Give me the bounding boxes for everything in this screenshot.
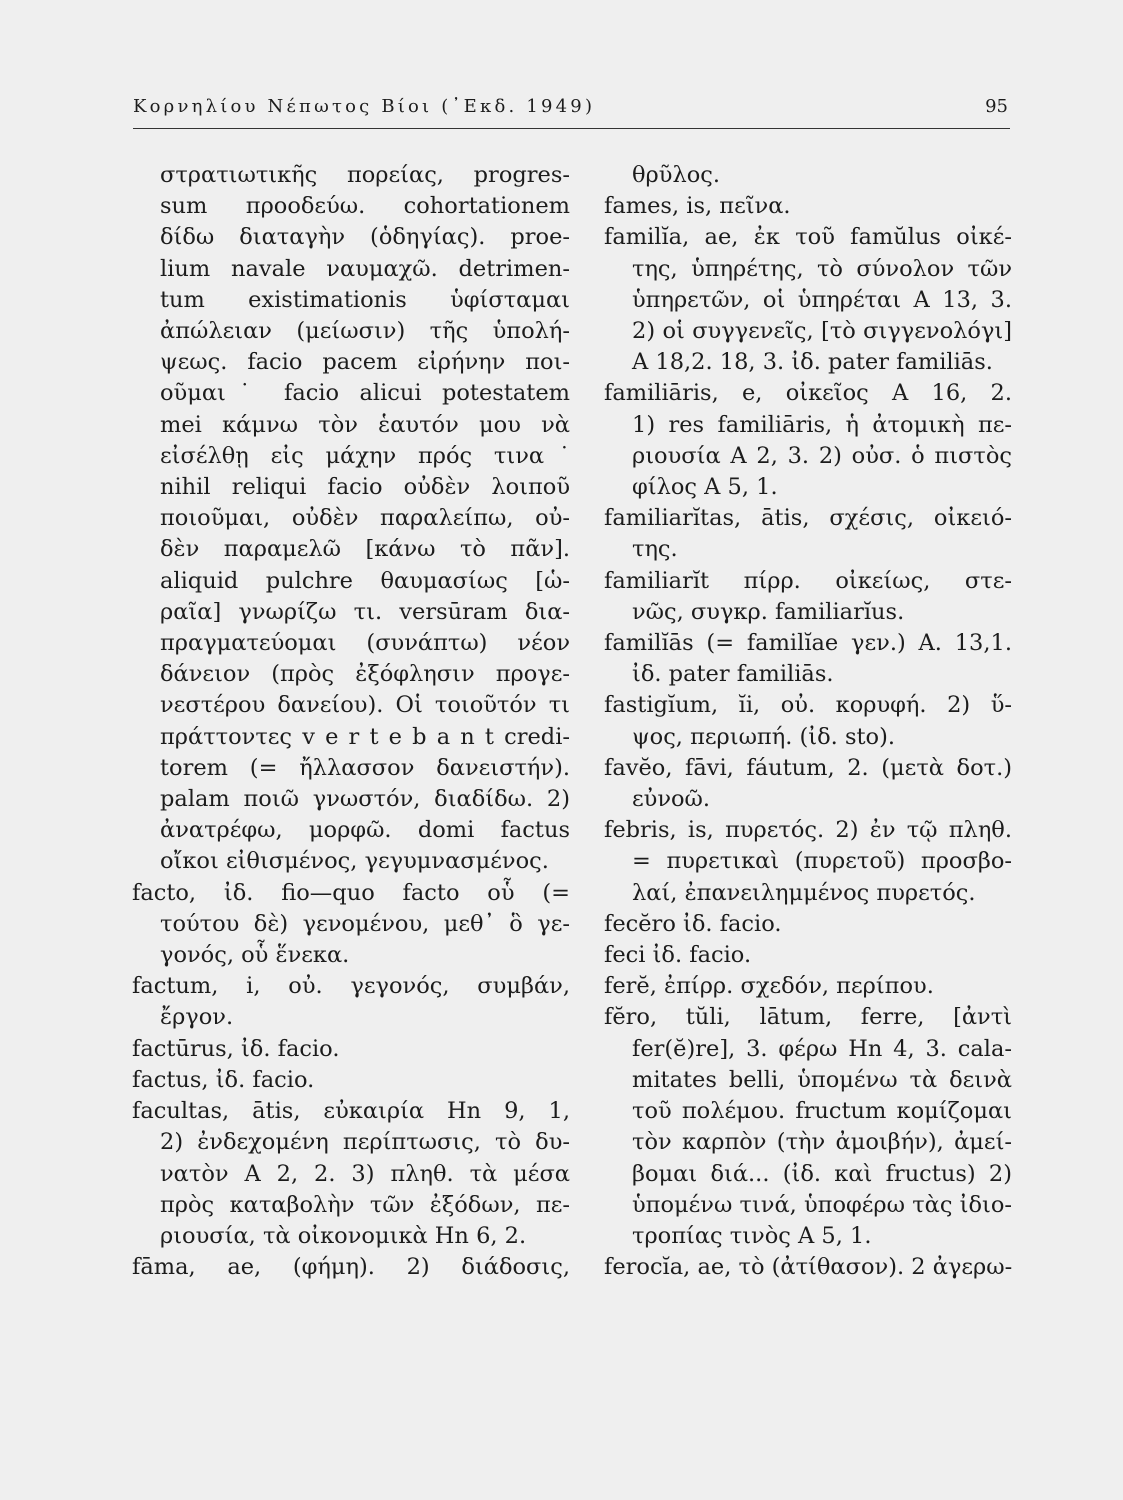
entry-continuation-line: ἀνατρέφω, μορφῶ. domi factus — [160, 817, 570, 844]
entry-continuation-line: fer(ĕ)re], 3. φέρω Hn 4, 3. cala- — [632, 1035, 1012, 1062]
entry-continuation-line: εὐνοῶ. — [632, 786, 711, 813]
entry-continuation-line: πρὸς καταβολὴν τῶν ἐξόδων, πε- — [160, 1191, 570, 1218]
entry-continuation-line: λαί, ἐπανειλημμένος πυρετός. — [632, 879, 976, 906]
entry-continuation-line: 1) res familiāris, ἡ ἀτομικὴ πε- — [632, 411, 1012, 438]
entry-continuation-line: δάνειον (πρὸς ἐξόφλησιν προγε- — [160, 661, 570, 688]
entry-continuation-line: nihil reliqui facio οὐδὲν λοιποῦ — [160, 474, 570, 501]
entry-headword-line: fāma, ae, (φήμη). 2) διάδοσις, — [132, 1254, 570, 1281]
entry-continuation-line: 2) οἱ συγγενεῖς, [τὸ σιγγενολόγι] — [632, 318, 1012, 345]
entry-continuation-line: ἔργον. — [160, 1004, 234, 1031]
entry-continuation-line: γονός, οὗ ἕνεκα. — [160, 942, 350, 969]
entry-continuation-line: tum existimationis ὑφίσταμαι — [160, 286, 570, 313]
entry-continuation-line: οἴκοι εἰθισμένος, γεγυμνασμένος. — [160, 848, 549, 875]
entry-headword-line: fames, is, πεῖνα. — [604, 193, 791, 220]
entry-headword-line: febris, is, πυρετός. 2) ἐν τῷ πληθ. — [604, 817, 1012, 844]
entry-continuation-line: ψος, περιωπή. (ἰδ. sto). — [632, 723, 896, 750]
entry-headword-line: favĕo, fāvi, fáutum, 2. (μετὰ δοτ.) — [604, 754, 1012, 781]
entry-headword-line: factūrus, ἰδ. facio. — [132, 1035, 340, 1062]
entry-continuation-line: sum προοδεύω. cohortationem — [160, 193, 570, 220]
entry-continuation-line: πράττοντες v e r t e b a n t credi- — [160, 723, 570, 750]
entry-headword-line: ferocĭa, ae, τὸ (ἀτίθασον). 2 ἀγερω- — [604, 1254, 1013, 1281]
entry-continuation-line: θρῦλος. — [632, 162, 721, 188]
entry-continuation-line: ραῖα] γνωρίζω τι. versūram δια- — [160, 598, 570, 625]
entry-continuation-line: A 18,2. 18, 3. ἰδ. pater familiās. — [632, 349, 993, 376]
entry-continuation-line: της. — [632, 536, 678, 563]
entry-headword-line: facultas, ātis, εὐκαιρία Hn 9, 1, — [132, 1098, 570, 1125]
entry-continuation-line: τροπίας τινὸς A 5, 1. — [632, 1222, 872, 1249]
entry-continuation-line: εἰσέλθῃ εἰς μάχην πρός τινα˙ — [160, 442, 570, 469]
entry-continuation-line: δίδω διαταγὴν (ὁδηγίας). proe- — [160, 224, 570, 251]
entry-continuation-line: 2) ἐνδεχομένη περίπτωσις, τὸ δυ- — [160, 1129, 570, 1156]
entry-continuation-line: ὑπηρετῶν, οἱ ὑπηρέται A 13, 3. — [632, 286, 1012, 313]
entry-continuation-line: νεστέρου δανείου). Οἱ τοιοῦτόν τι — [160, 692, 570, 719]
entry-continuation-line: στρατιωτικῆς πορείας, progres- — [160, 162, 570, 188]
entry-continuation-line: ριουσία, τὰ οἰκονομικὰ Hn 6, 2. — [160, 1222, 527, 1249]
entry-continuation-line: τὸν καρπὸν (τὴν ἀμοιβήν), ἀμεί- — [632, 1129, 1012, 1156]
entry-headword-line: familĭa, ae, ἐκ τοῦ famŭlus οἰκέ- — [604, 224, 1012, 251]
entry-continuation-line: βομαι διά... (ἰδ. καὶ fructus) 2) — [632, 1160, 1012, 1187]
entry-headword-line: fastigĭum, ĭi, οὐ. κορυφή. 2) ὕ- — [604, 692, 1012, 719]
entry-continuation-line: νῶς, συγκρ. familiarĭus. — [632, 598, 905, 625]
left-column — [132, 160, 570, 1283]
entry-continuation-line: πραγματεύομαι (συνάπτω) νέον — [160, 630, 570, 657]
entry-continuation-line: φίλος A 5, 1. — [632, 474, 778, 501]
entry-continuation-line: νατὸν A 2, 2. 3) πληθ. τὰ μέσα — [160, 1160, 570, 1187]
entry-continuation-line: = πυρετικαὶ (πυρετοῦ) προσβο- — [632, 848, 1012, 875]
entry-headword-line: familiarĭt πίρρ. οἰκείως, στε- — [604, 567, 1012, 594]
entry-continuation-line: ἀπώλειαν (μείωσιν) τῆς ὑπολή- — [160, 318, 570, 345]
entry-continuation-line: ψεως. facio pacem εἰρήνην ποι- — [160, 349, 570, 376]
entry-continuation-line: της, ὑπηρέτης, τὸ σύνολον τῶν — [632, 255, 1012, 282]
entry-continuation-line: mei κάμνω τὸν ἑαυτόν μου νὰ — [160, 411, 570, 438]
entry-headword-line: factus, ἰδ. facio. — [132, 1066, 315, 1093]
entry-continuation-line: ποιοῦμαι, οὐδὲν παραλείπω, οὐ- — [160, 505, 570, 532]
header-rule — [133, 128, 1010, 129]
entry-headword-line: familĭās (= familĭae γεν.) A. 13,1. — [604, 630, 1012, 657]
entry-headword-line: familiarĭtas, ātis, σχέσις, οἰκειό- — [604, 505, 1012, 532]
entry-continuation-line: οῦμαι˙ facio alicui potestatem — [160, 380, 570, 407]
entry-continuation-line: torem (= ἤλλασσον δανειστήν). — [160, 754, 570, 781]
running-header-title: Κορνηλίου Νέπωτος Βίοι (᾿Εκδ. 1949) — [133, 96, 596, 117]
entry-continuation-line: mitates belli, ὑπομένω τὰ δεινὰ — [632, 1066, 1012, 1093]
entry-continuation-line: ριουσία A 2, 3. 2) οὐσ. ὁ πιστὸς — [632, 442, 1012, 469]
entry-headword-line: feci ἰδ. facio. — [604, 942, 752, 969]
page-number: 95 — [985, 96, 1008, 117]
entry-continuation-line: aliquid pulchre θαυμασίως [ὡ- — [160, 567, 570, 594]
running-header — [133, 96, 1010, 126]
entry-continuation-line: palam ποιῶ γνωστόν, διαδίδω. 2) — [160, 786, 570, 813]
entry-continuation-line: ἰδ. pater familiās. — [632, 661, 834, 688]
entry-continuation-line: ὑπομένω τινά, ὑποφέρω τὰς ἰδιο- — [632, 1191, 1012, 1218]
entry-continuation-line: τούτου δὲ) γενομένου, μεθ᾿ ὃ γε- — [160, 910, 570, 937]
entry-continuation-line: τοῦ πολέμου. fructum κομίζομαι — [632, 1098, 1012, 1125]
right-column — [604, 160, 1012, 1283]
entry-headword-line: familiāris, e, οἰκεῖος A 16, 2. — [604, 380, 1012, 407]
entry-headword-line: fecĕro ἰδ. facio. — [604, 910, 782, 937]
entry-headword-line: fĕro, tŭli, lātum, ferre, [ἀντὶ — [604, 1004, 1012, 1031]
entry-headword-line: factum, i, οὐ. γεγονός, συμβάν, — [132, 973, 570, 1000]
entry-continuation-line: δὲν παραμελῶ [κάνω τὸ πᾶν]. — [160, 536, 570, 563]
entry-headword-line: facto, ἰδ. fio—quo facto οὗ (= — [132, 879, 570, 906]
entry-continuation-line: lium navale ναυμαχῶ. detrimen- — [160, 255, 570, 282]
entry-headword-line: ferĕ, ἐπίρρ. σχεδόν, περίπου. — [604, 973, 934, 1000]
